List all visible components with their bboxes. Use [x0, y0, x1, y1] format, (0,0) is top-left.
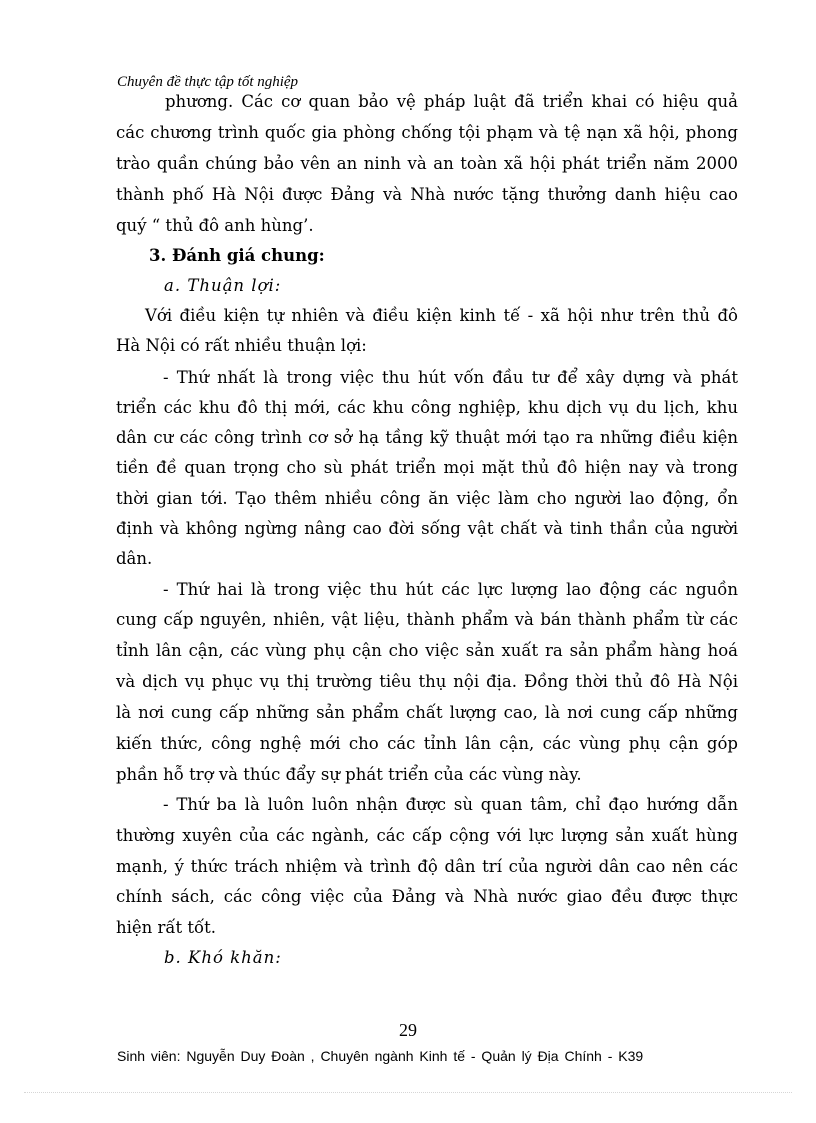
- subsection-heading: b. Khó khăn:: [164, 948, 282, 967]
- body-line: dân.: [116, 549, 153, 568]
- body-line: tiền đề quan trọng cho sù phát triển mọi mặt thủ đô hiện nay và trong: [116, 458, 738, 477]
- body-line: cung cấp nguyên, nhiên, vật liệu, thành phẩm và bán thành phẩm từ các: [116, 610, 738, 629]
- body-line: mạnh, ý thức trách nhiệm và trình độ dân trí của người dân cao nên các: [116, 857, 738, 876]
- body-line: phần hỗ trợ và thúc đẩy sự phát triển của các vùng này.: [116, 765, 582, 784]
- body-line: tỉnh lân cận, các vùng phụ cận cho việc sản xuất ra sản phẩm hàng hoá: [116, 641, 738, 660]
- subsection-heading: a. Thuận lợi:: [164, 276, 282, 295]
- body-line: - Thứ nhất là trong việc thu hút vốn đầu tư để xây dựng và phát: [163, 368, 738, 387]
- body-line: hiện rất tốt.: [116, 918, 217, 937]
- body-line: quý “ thủ đô anh hùng’.: [116, 216, 314, 235]
- body-line: dân cư các công trình cơ sở hạ tầng kỹ thuật mới tạo ra những điều kiện: [116, 428, 738, 447]
- body-line: là nơi cung cấp những sản phẩm chất lượng cao, là nơi cung cấp những: [116, 703, 738, 722]
- section-heading: 3. Đánh giá chung:: [149, 246, 325, 265]
- running-header: Chuyên đề thực tập tốt nghiệp: [117, 74, 299, 90]
- body-line: - Thứ ba là luôn luôn nhận được sù quan tâm, chỉ đạo hướng dẫn: [163, 795, 738, 814]
- page-number: 29: [399, 1020, 417, 1040]
- body-line: các chương trình quốc gia phòng chống tội phạm và tệ nạn xã hội, phong: [116, 123, 738, 142]
- page-bottom-divider: [24, 1092, 792, 1093]
- body-line: thường xuyên của các ngành, các cấp cộng với lực lượng sản xuất hùng: [116, 826, 738, 845]
- body-line: thời gian tới. Tạo thêm nhiều công ăn việc làm cho người lao động, ổn: [116, 489, 738, 508]
- body-line: chính sách, các công việc của Đảng và Nhà nước giao đều được thực: [116, 887, 738, 906]
- body-line: phương. Các cơ quan bảo vệ pháp luật đã triển khai có hiệu quả: [165, 92, 738, 111]
- body-line: thành phố Hà Nội được Đảng và Nhà nước tặng thưởng danh hiệu cao: [116, 185, 738, 204]
- body-line: trào quần chúng bảo vên an ninh và an toàn xã hội phát triển năm 2000: [116, 154, 738, 173]
- running-footer: Sinh viên: Nguyễn Duy Đoàn , Chuyên ngành Kinh tế - Quản lý Địa Chính - K39: [117, 1048, 644, 1064]
- body-line: - Thứ hai là trong việc thu hút các lực lượng lao động các nguồn: [163, 580, 738, 599]
- body-line: triển các khu đô thị mới, các khu công nghiệp, khu dịch vụ du lịch, khu: [116, 398, 738, 417]
- body-line: Với điều kiện tự nhiên và điều kiện kinh tế - xã hội như trên thủ đô: [145, 306, 738, 325]
- body-line: kiến thức, công nghệ mới cho các tỉnh lân cận, các vùng phụ cận góp: [116, 734, 738, 753]
- body-line: định và không ngừng nâng cao đời sống vật chất và tinh thần của người: [116, 519, 738, 538]
- body-line: Hà Nội có rất nhiều thuận lợi:: [116, 336, 367, 355]
- body-line: và dịch vụ phục vụ thị trường tiêu thụ nội địa. Đồng thời thủ đô Hà Nội: [116, 672, 738, 691]
